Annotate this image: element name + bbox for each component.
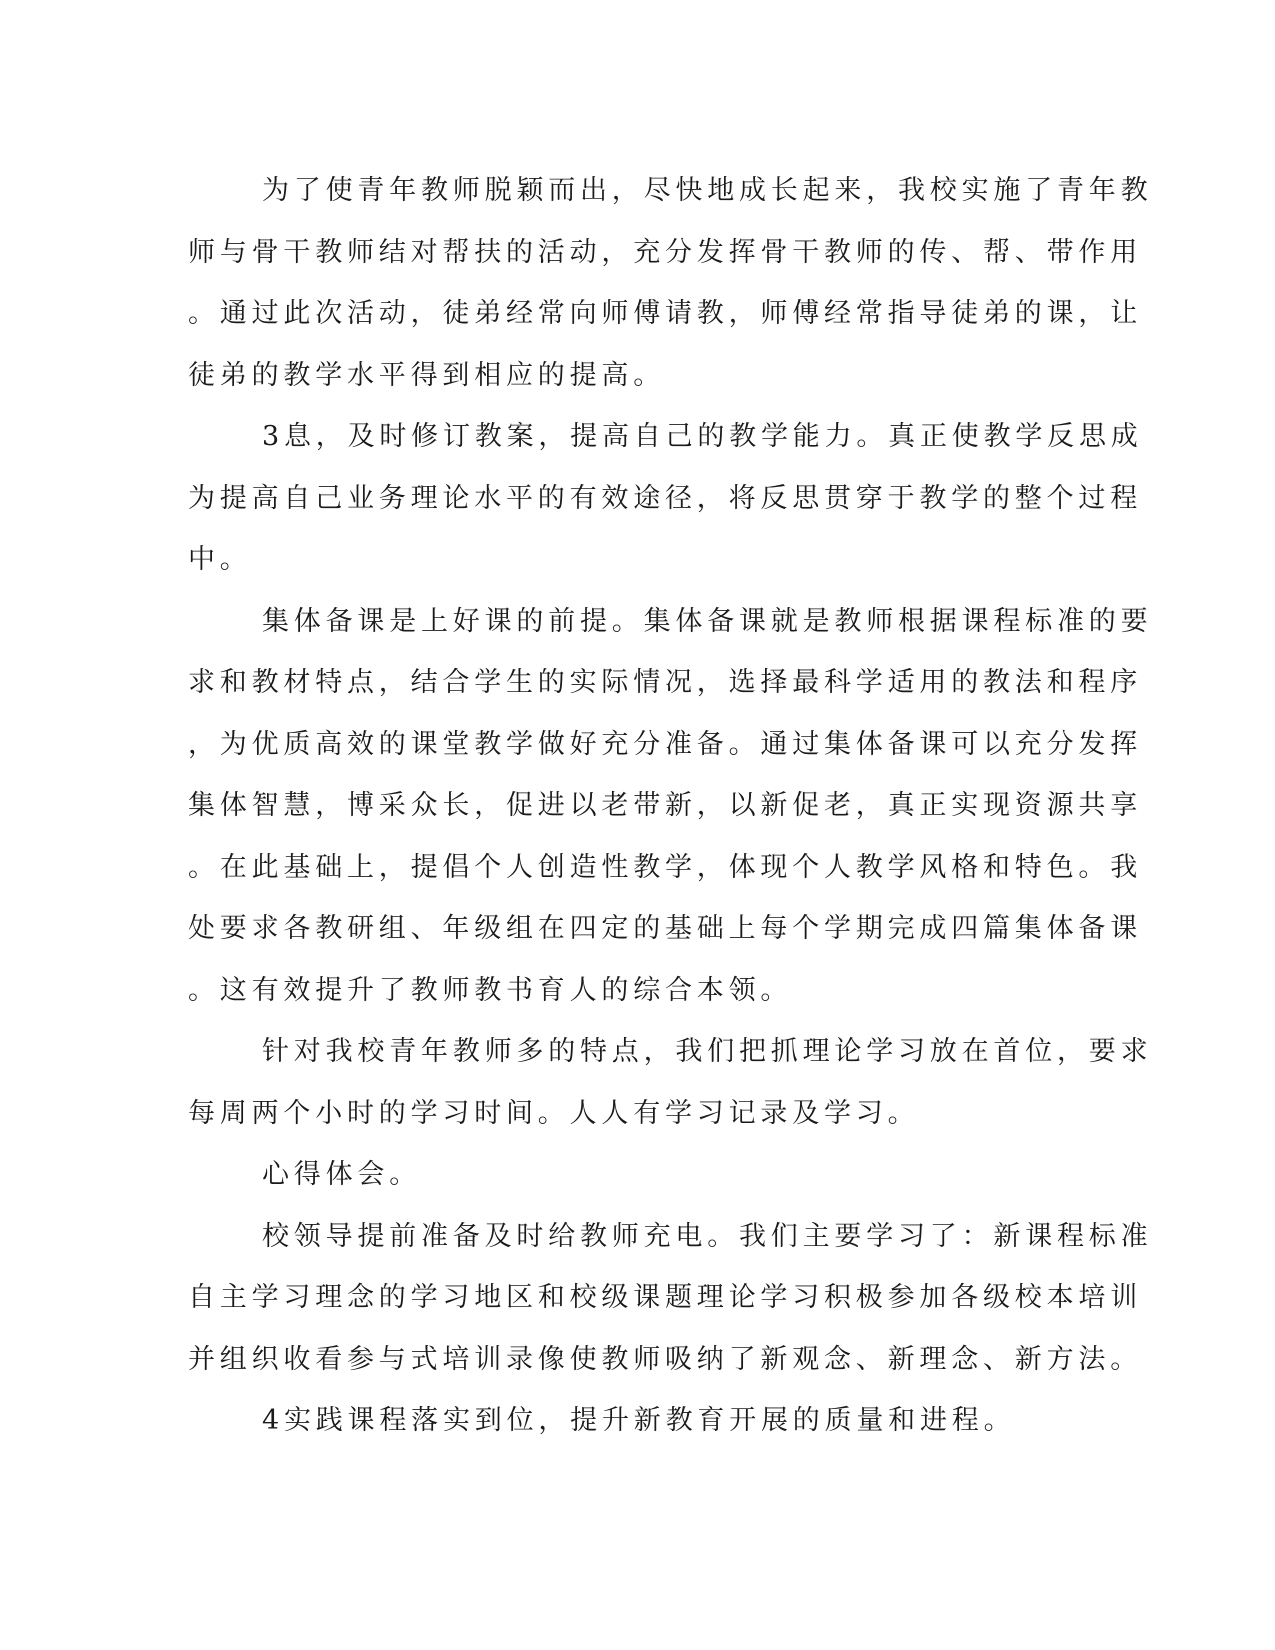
text-line: 心得体会。 bbox=[262, 1159, 421, 1190]
text-line: 中。 bbox=[188, 544, 252, 575]
document-body bbox=[188, 160, 1153, 1452]
text-line: 徒弟的教学水平得到相应的提高。 bbox=[188, 359, 665, 391]
text-line: 。在此基础上，提倡个人创造性教学，体现个人教学风格和特色。我 bbox=[188, 851, 1142, 883]
text-line: 针对我校青年教师多的特点，我们把抓理论学习放在首位，要求 bbox=[262, 1036, 1153, 1067]
text-line: 处要求各教研组、年级组在四定的基础上每个学期完成四篇集体备课 bbox=[188, 913, 1142, 944]
text-line: 求和教材特点，结合学生的实际情况，选择最科学适用的教法和程序 bbox=[188, 667, 1142, 698]
text-line: 4实践课程落实到位，提升新教育开展的质量和进程。 bbox=[262, 1405, 1016, 1436]
text-line: 集体智慧，博采众长，促进以老带新，以新促老，真正实现资源共享 bbox=[188, 790, 1142, 821]
text-line: 为了使青年教师脱颖而出，尽快地成长起来，我校实施了青年教 bbox=[262, 175, 1153, 206]
text-line: 。这有效提升了教师教书育人的综合本领。 bbox=[188, 974, 793, 1006]
text-line: 自主学习理念的学习地区和校级课题理论学习积极参加各级校本培训 bbox=[188, 1282, 1142, 1313]
text-line: 为提高自己业务理论水平的有效途径，将反思贯穿于教学的整个过程 bbox=[188, 482, 1142, 514]
text-line: 3息，及时修订教案，提高自己的教学能力。真正使教学反思成 bbox=[262, 421, 1143, 452]
text-line: 集体备课是上好课的前提。集体备课就是教师根据课程标准的要 bbox=[262, 605, 1153, 637]
text-line: ，为优质高效的课堂教学做好充分准备。通过集体备课可以充分发挥 bbox=[188, 728, 1142, 760]
text-line: 每周两个小时的学习时间。人人有学习记录及学习。 bbox=[188, 1097, 920, 1129]
text-line: 校领导提前准备及时给教师充电。我们主要学习了：新课程标准 bbox=[262, 1220, 1153, 1252]
text-line: 师与骨干教师结对帮扶的活动，充分发挥骨干教师的传、帮、带作用 bbox=[188, 236, 1142, 268]
text-line: 并组织收看参与式培训录像使教师吸纳了新观念、新理念、新方法。 bbox=[188, 1343, 1142, 1375]
text-line: 。通过此次活动，徒弟经常向师傅请教，师傅经常指导徒弟的课，让 bbox=[188, 298, 1142, 329]
